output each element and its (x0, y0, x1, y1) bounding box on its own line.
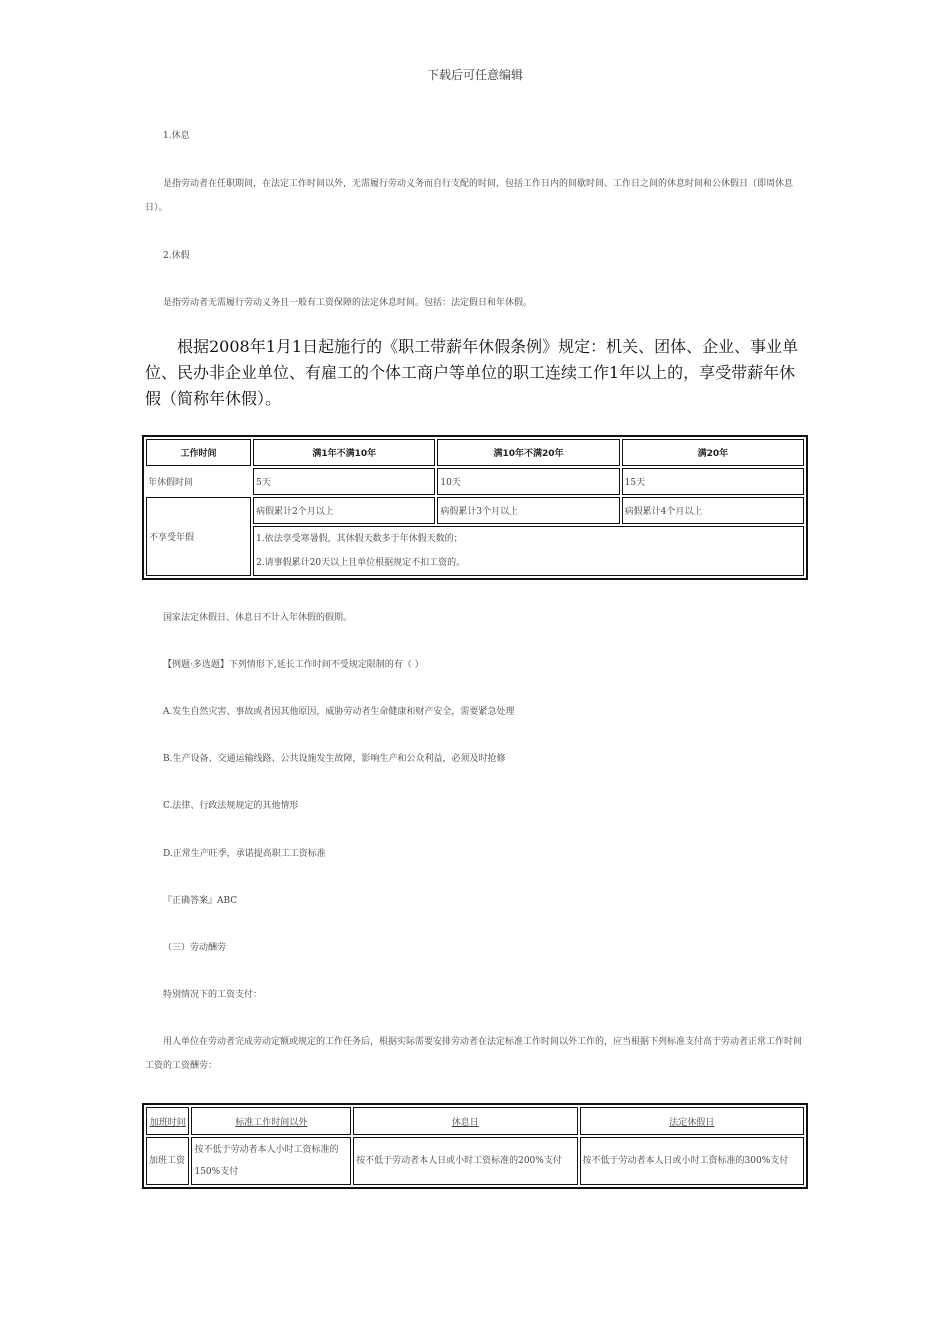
table-row (146, 497, 804, 524)
table-header-cell: 加班时间 (146, 1107, 189, 1135)
section1-heading: 1.休息 (163, 131, 190, 141)
table-header-cell: 休息日 (353, 1107, 577, 1135)
table-row (146, 439, 804, 466)
table-header-cell: 法定休假日 (580, 1107, 804, 1135)
table-cell: 病假累计4个月以上 (622, 497, 804, 524)
row-label-leave-time: 年休假时间 (148, 478, 194, 488)
question-title: 【例题·多选题】下列情形下,延长工作时间不受规定限制的有（ ） (163, 660, 424, 670)
option-b: B.生产设备、交通运输线路、公共设施发生故障，影响生产和公众利益，必须及时抢修 (163, 754, 506, 764)
answer-text: 『正确答案』ABC (163, 896, 238, 906)
overtime-pay-table (142, 1103, 808, 1189)
table-cell: 按不低于劳动者本人小时工资标准的150%支付 (191, 1137, 351, 1185)
option-c: C.法律、行政法规规定的其他情形 (163, 801, 299, 811)
condition-line-2: 2.请事假累计20天以上且单位根据规定不扣工资的。 (256, 558, 466, 568)
table-header-cell: 满1年不满10年 (253, 439, 435, 466)
table-cell: 按不低于劳动者本人日或小时工资标准的200%支付 (353, 1137, 577, 1185)
table-cell: 病假累计2个月以上 (253, 497, 435, 524)
table-row (146, 1107, 804, 1135)
page-header: 下载后可任意编辑 (426, 68, 523, 82)
main-paragraph: 根据2008年1月1日起施行的《职工带薪年休假条例》规定：机关、团体、企业、事业单位、民办非企业单位、有雇工的个体工商户等单位的职工连续工作1年以上的，享受带薪年休假（简称年休假）。 (145, 337, 799, 408)
table-row (146, 468, 804, 495)
table-cell: 5天 (253, 468, 435, 495)
section3-subheading: 特别情况下的工资支付： (163, 990, 263, 1000)
table-header-cell: 工作时间 (146, 439, 251, 466)
annual-leave-table (142, 435, 808, 580)
note-text: 国家法定休假日、休息日不计入年休假的假期。 (163, 613, 353, 623)
section2-heading: 2.休假 (163, 251, 190, 261)
table-row (146, 1137, 804, 1185)
row-label-no-leave: 不享受年假 (146, 497, 251, 576)
option-d: D.正常生产旺季，承诺提高职工工资标准 (163, 849, 326, 859)
table-header-cell: 标准工作时间以外 (191, 1107, 351, 1135)
table-cell-conditions (253, 526, 804, 576)
condition-line-1: 1.依法享受寒暑假，其休假天数多于年休假天数的； (256, 534, 463, 544)
table-cell: 按不低于劳动者本人日或小时工资标准的300%支付 (580, 1137, 804, 1185)
section1-text: 是指劳动者在任职期间，在法定工作时间以外，无需履行劳动义务而自行支配的时间，包括工作日内的间歇时间、工作日之间的休息时间和公休假日（即周休息日）。 (145, 179, 794, 213)
section3-text: 用人单位在劳动者完成劳动定额或规定的工作任务后，根据实际需要安排劳动者在法定标准工作时间以外工作的，应当根据下列标准支付高于劳动者正常工作时间工资的工资酬劳： (145, 1037, 803, 1071)
table-header-cell: 满20年 (622, 439, 804, 466)
section3-heading: （三）劳动酬劳 (163, 943, 227, 953)
table-cell: 10天 (437, 468, 619, 495)
table-cell: 15天 (622, 468, 804, 495)
option-a: A.发生自然灾害、事故或者因其他原因，威胁劳动者生命健康和财产安全，需要紧急处理 (163, 707, 515, 717)
table-cell: 病假累计3个月以上 (437, 497, 619, 524)
section2-text: 是指劳动者无需履行劳动义务且一般有工资保障的法定休息时间。包括：法定假日和年休假。 (163, 298, 533, 308)
table-header-cell: 满10年不满20年 (437, 439, 619, 466)
row-label-overtime-pay: 加班工资 (146, 1137, 189, 1185)
